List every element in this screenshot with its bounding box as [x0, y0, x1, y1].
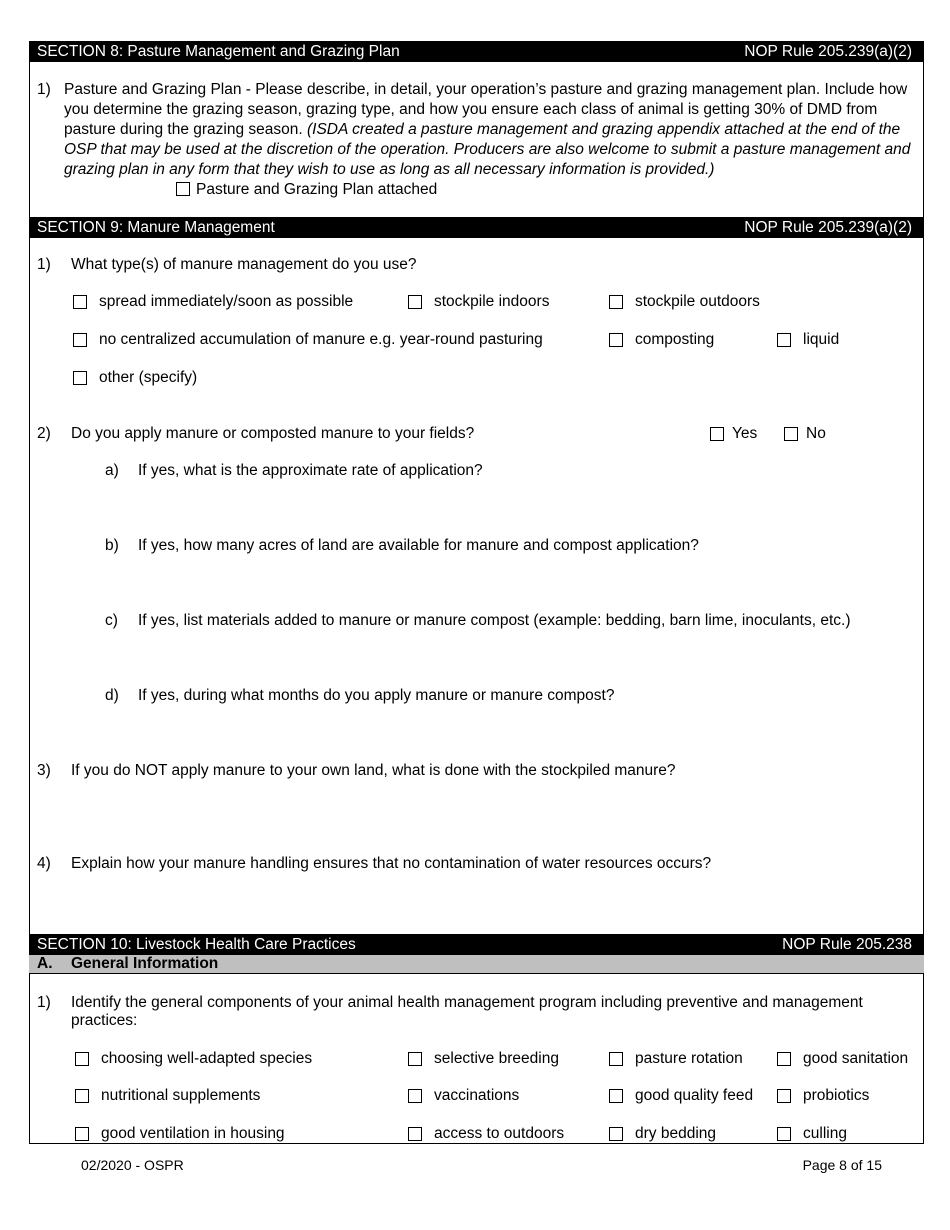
checkbox-icon: [777, 1052, 791, 1066]
section10-rule: NOP Rule 205.238: [782, 936, 912, 953]
option-label: good ventilation in housing: [101, 1125, 285, 1142]
checkbox-icon: [777, 1089, 791, 1103]
section10-title: SECTION 10: Livestock Health Care Practices: [37, 936, 356, 953]
s8-q1-text: [64, 80, 916, 200]
s9-q1-number: 1): [37, 256, 51, 273]
subsection-a-title: General Information: [71, 955, 219, 972]
checkbox-icon: [75, 1089, 89, 1103]
s8-q1-number: 1): [37, 81, 51, 98]
option-label: composting: [635, 331, 715, 348]
checkbox-icon: [408, 1089, 422, 1103]
checkbox-icon: [408, 1127, 422, 1141]
option-label: dry bedding: [635, 1125, 717, 1142]
checkbox-icon: [75, 1127, 89, 1141]
s9-q2-text: Do you apply manure or composted manure to your fields?: [71, 425, 475, 442]
section8-title: SECTION 8: Pasture Management and Grazing Plan: [37, 43, 400, 60]
s9-q3-text: If you do NOT apply manure to your own land, what is done with the stockpiled manure?: [71, 762, 676, 779]
s9-q3-number: 3): [37, 762, 51, 779]
s9-q4-text: Explain how your manure handling ensures that no contamination of water resources occurs?: [71, 855, 712, 872]
s9-q2c-text: If yes, list materials added to manure or manure compost (example: bedding, barn lime, inoculants, etc.): [138, 612, 851, 629]
checkbox-icon: [73, 333, 87, 347]
section9-header: [29, 217, 924, 238]
option-label: probiotics: [803, 1087, 870, 1104]
s9-q1-text: What type(s) of manure management do you use?: [71, 256, 417, 273]
s9-q2d-text: If yes, during what months do you apply manure or manure compost?: [138, 687, 615, 704]
s10-q1-line2: practices:: [71, 1012, 138, 1029]
s9-q2a-text: If yes, what is the approximate rate of application?: [138, 462, 483, 479]
checkbox-icon: [408, 1052, 422, 1066]
checkbox-icon: [609, 333, 623, 347]
checkbox-icon: [75, 1052, 89, 1066]
s10-q1-line1: Identify the general components of your animal health management program including preventive and management: [71, 994, 863, 1011]
s9-q2-number: 2): [37, 425, 51, 442]
yes-label: Yes: [732, 425, 758, 442]
form-frame: [29, 41, 924, 1144]
section9-title: SECTION 9: Manure Management: [37, 219, 275, 236]
s8-q1-italic: (ISDA created a pasture management and grazing appendix attached at the end of the OSP that may be used at the discretion of the operation. Producers are also welcome to submit a pasture management and grazing plan in any form that they wish to use as long as all necessary information is provided.): [64, 121, 911, 178]
checkbox-icon: [609, 295, 623, 309]
no-label: No: [806, 425, 826, 442]
checkbox-icon: [777, 333, 791, 347]
checkbox-icon: [408, 295, 422, 309]
section8-header: [29, 41, 924, 62]
s9-q2b-letter: b): [105, 537, 119, 554]
checkbox-icon: [710, 427, 724, 441]
checkbox-icon: [73, 295, 87, 309]
option-label: pasture rotation: [635, 1050, 743, 1067]
grazing-plan-attached-checkbox[interactable]: [176, 180, 437, 200]
s8-q1-main: Pasture and Grazing Plan - Please describe, in detail, your operation’s pasture and grazing management plan. Include how you determine the grazing season, grazing type, and how you ensure each class of animal is getting 30% of DMD from pasture during the grazing season.: [64, 81, 908, 138]
option-label: other (specify): [99, 369, 198, 386]
s9-q4-number: 4): [37, 855, 51, 872]
section9-rule: NOP Rule 205.239(a)(2): [744, 219, 912, 236]
option-label: culling: [803, 1125, 847, 1142]
checkbox-icon: [609, 1127, 623, 1141]
checkbox-icon: [176, 182, 190, 196]
s9-q2a-letter: a): [105, 462, 119, 479]
option-label: stockpile indoors: [434, 293, 550, 310]
option-label: selective breeding: [434, 1050, 559, 1067]
checkbox-icon: [784, 427, 798, 441]
s9-q2b-text: If yes, how many acres of land are available for manure and compost application?: [138, 537, 699, 554]
subsection-a-letter: A.: [37, 955, 53, 972]
s9-q2c-letter: c): [105, 612, 118, 629]
section10-header: [29, 934, 924, 955]
option-label: spread immediately/soon as possible: [99, 293, 354, 310]
option-label: good quality feed: [635, 1087, 754, 1104]
checkbox-icon: [609, 1089, 623, 1103]
checkbox-icon: [777, 1127, 791, 1141]
option-label: nutritional supplements: [101, 1087, 261, 1104]
option-label: liquid: [803, 331, 840, 348]
option-label: stockpile outdoors: [635, 293, 760, 310]
section8-rule: NOP Rule 205.239(a)(2): [744, 43, 912, 60]
option-label: good sanitation: [803, 1050, 909, 1067]
s10-q1-number: 1): [37, 994, 51, 1011]
footer-page-number: Page 8 of 15: [802, 1157, 882, 1173]
subsection-a-header: [29, 955, 924, 974]
option-label: choosing well-adapted species: [101, 1050, 313, 1067]
option-label: vaccinations: [434, 1087, 520, 1104]
grazing-plan-attached-label: Pasture and Grazing Plan attached: [196, 181, 438, 198]
checkbox-icon: [73, 371, 87, 385]
footer-revision: 02/2020 - OSPR: [81, 1157, 184, 1173]
s9-q2d-letter: d): [105, 687, 119, 704]
option-label: access to outdoors: [434, 1125, 565, 1142]
checkbox-icon: [609, 1052, 623, 1066]
option-label: no centralized accumulation of manure e.g. year-round pasturing: [99, 331, 543, 348]
